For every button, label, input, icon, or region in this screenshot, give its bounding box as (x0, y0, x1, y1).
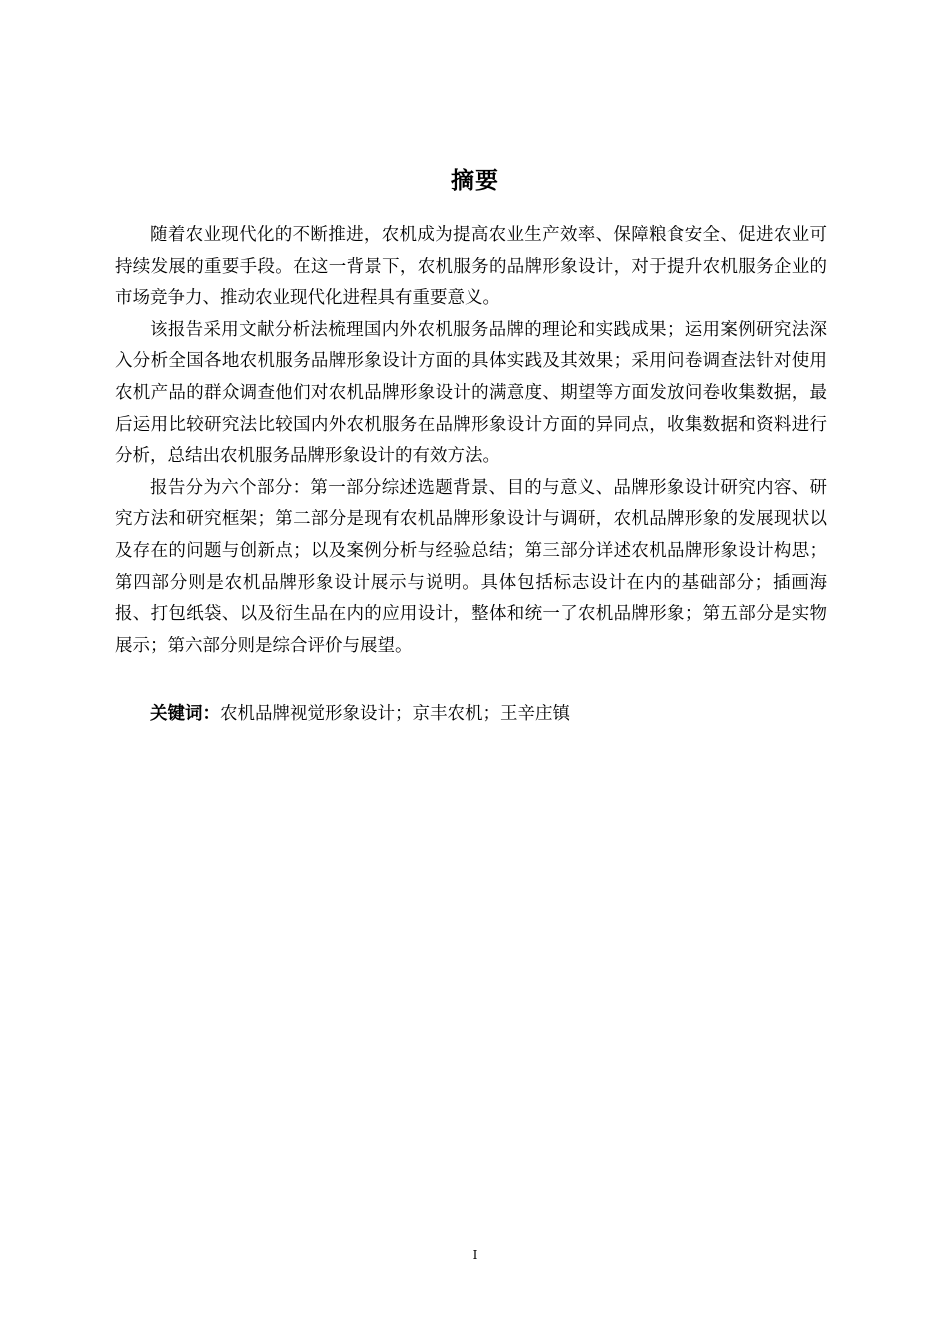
abstract-body (115, 220, 827, 662)
keywords-label: 关键词： (150, 704, 220, 724)
abstract-paragraph-1: 随着农业现代化的不断推进，农机成为提高农业生产效率、保障粮食安全、促进农业可持续发展的重要手段。在这一背景下，农机服务的品牌形象设计，对于提升农机服务企业的市场竞争力、推动农业现代化进程具有重要意义。 (115, 225, 827, 309)
keywords-text: 农机品牌视觉形象设计；京丰农机；王辛庄镇 (220, 704, 570, 724)
abstract-title: 摘要 (451, 168, 499, 194)
page-number: I (472, 1248, 478, 1262)
keywords-line (115, 699, 827, 731)
abstract-paragraph-2: 该报告采用文献分析法梳理国内外农机服务品牌的理论和实践成果；运用案例研究法深入分析全国各地农机服务品牌形象设计方面的具体实践及其效果；采用问卷调查法针对使用农机产品的群众调查他们对农机品牌形象设计的满意度、期望等方面发放问卷收集数据，最后运用比较研究法比较国内外农机服务在品牌形象设计方面的异同点，收集数据和资料进行分析，总结出农机服务品牌形象设计的有效方法。 (115, 319, 827, 467)
abstract-paragraph-3: 报告分为六个部分：第一部分综述选题背景、目的与意义、品牌形象设计研究内容、研究方法和研究框架；第二部分是现有农机品牌形象设计与调研，农机品牌形象的发展现状以及存在的问题与创新点；以及案例分析与经验总结；第三部分详述农机品牌形象设计构思；第四部分则是农机品牌形象设计展示与说明。具体包括标志设计在内的基础部分；插画海报、打包纸袋、以及衍生品在内的应用设计，整体和统一了农机品牌形象；第五部分是实物展示；第六部分则是综合评价与展望。 (115, 477, 827, 656)
